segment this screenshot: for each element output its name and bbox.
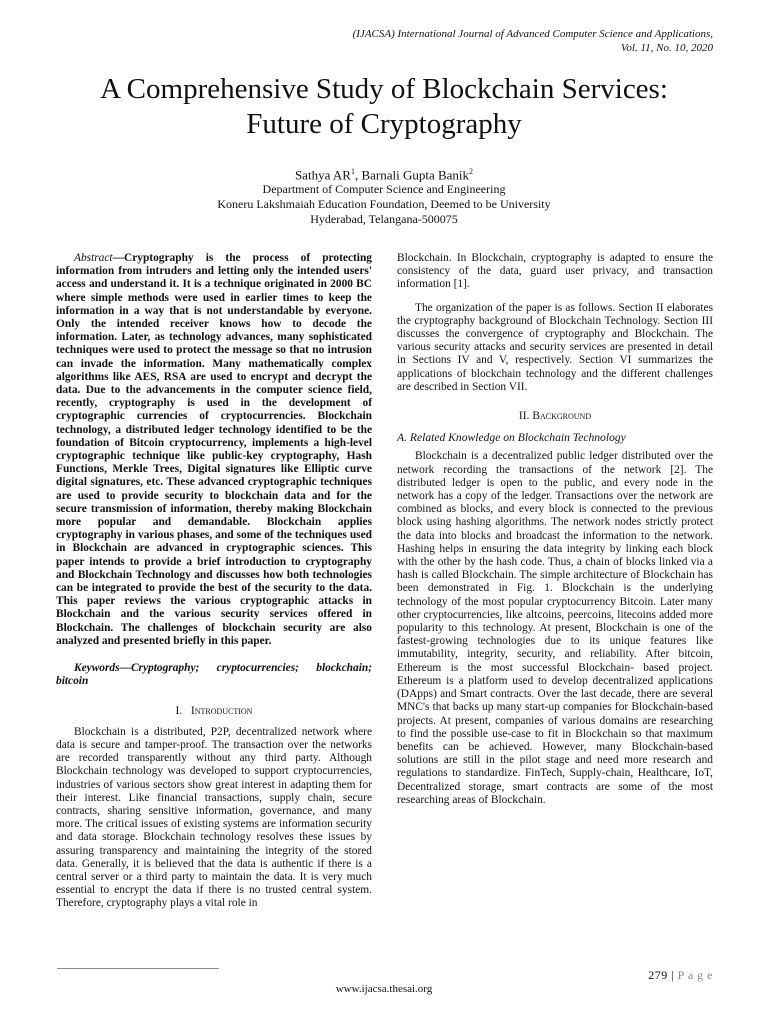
abstract-text: —Cryptography is the process of protecting information from intruders and letting only the intended users' access and understand it. It is a technique originated in 2000 BC where simple methods were used in earlier times to keep the information in a way that is not understandable by everyone. Only the intended receiver knows how to decode the information. Later, as technology advances, many sophisticated techniques were used to protect the message so that no intrusion can invade the information. Many mathematically complex algorithms like AES, RSA are used to encrypt and decrypt the data. Due to the advancements in the computer science field, recently, cryptography is used in the development of cryptographic currencies of cryptocurrencies. Blockchain technology, a distributed ledger technology identified to be the foundation of Bitcoin cryptocurrency, implements a high-level cryptographic technique like public-key cryptography, Hash Functions, Merkle Trees, Digital signatures like Elliptic curve digital signatures, etc. These advanced cryptographic techniques are used to provide security to blockchain data and for the secure transmission of information, thereby making Blockchain more popular and demandable. Blockchain applies cryptography in various phases, and some of the techniques used in Blockchain are advanced in cryptographic sciences. This paper intends to provide a brief introduction to cryptography and Blockchain Technology and discusses how both technologies can be integrated to provide the best of the security to the data. This paper reviews the various cryptographic attacks in Blockchain and the various security services offered in Blockchain. The challenges of blockchain security are also analyzed and presented briefly in this paper. — [56, 252, 372, 647]
journal-url[interactable]: www.ijacsa.thesai.org — [335, 983, 433, 995]
journal-header — [353, 27, 713, 55]
page-word: P a g e — [677, 968, 713, 982]
section-title: Background — [532, 410, 592, 423]
author-2: Barnali Gupta Banik — [361, 167, 470, 183]
paper-title-line1: A Comprehensive Study of Blockchain Services: — [100, 73, 668, 105]
intro-paragraph-1-continued: Blockchain. In Blockchain, cryptography is adapted to ensure the consistency of the data, guard user privacy, and transaction information [1]. — [397, 252, 713, 291]
affiliation-line2: Koneru Lakshmaiah Education Foundation, Deemed to be University — [217, 197, 551, 211]
section-heading-background — [397, 410, 713, 423]
section-number: II. — [518, 410, 530, 423]
intro-paragraph-2: The organization of the paper is as follows. Section II elaborates the cryptography background of Blockchain Technology. Section III discusses the convergence of cryptography and Blockchain. The various security attacks and security services are presented in detail in Sections IV and V, respectively. Section VI summarizes the applications of blockchain technology and the different challenges are described in Section VII. — [397, 301, 713, 393]
journal-header-line1: (IJACSA) International Journal of Advanced Computer Science and Applications, — [352, 28, 713, 40]
paper-title — [0, 72, 768, 142]
subsection-heading: A. Related Knowledge on Blockchain Technology — [397, 431, 626, 445]
intro-paragraph-1: Blockchain is a distributed, P2P, decentralized network where data is secure and tamper-proof. The transaction over the networks are recorded transparently without any third party. Although Blockchain technology was developed to support cryptocurrencies, industries of various sectors show great interest in adapting them for their interest. Like financial transactions, supply chain, secure contracts, sharing sensitive information, governance, and many more. The critical issues of existing systems are information security and data storage. Blockchain technology resolves these issues by assuring transparency and maintaining the integrity of the stored data. Generally, it is believed that the data is authentic if there is a central server or a third party to maintain the data. It is very much essential to encrypt the data if there is no trusted central system. Therefore, cryptography plays a vital role in — [56, 725, 372, 910]
page-number-value: 279 — [648, 968, 668, 982]
page-number-separator: | — [667, 968, 678, 982]
journal-header-line2: Vol. 11, No. 10, 2020 — [620, 42, 713, 54]
footer-divider — [57, 968, 219, 969]
abstract-label: Abstract — [74, 252, 113, 264]
affiliation-line3: Hyderabad, Telangana-500075 — [310, 212, 458, 226]
right-column — [397, 252, 713, 807]
abstract — [56, 252, 372, 648]
affiliation-line1: Department of Computer Science and Engineering — [262, 182, 506, 196]
author-1-affil-mark: 1 — [350, 167, 355, 176]
author-2-affil-mark: 2 — [469, 167, 474, 176]
section-heading-introduction — [56, 705, 372, 718]
author-separator: , — [354, 167, 362, 183]
affiliation — [0, 182, 768, 227]
keywords: Keywords—Cryptography; cryptocurrencies; blockchain; bitcoin — [56, 662, 372, 688]
author-list — [0, 164, 768, 183]
author-1: Sathya AR — [294, 167, 351, 183]
paper-title-line2: Future of Cryptography — [246, 108, 522, 140]
section-title: Introduction — [190, 704, 253, 717]
left-column — [56, 252, 372, 911]
background-paragraph-1: Blockchain is a decentralized public ledger distributed over the network recording the transactions of the network [2]. The distributed ledger is open to the public, and every node in the network has a copy of the ledger. Transactions over the network are combined as blocks, and every block is connected to the previous block using hashing algorithms. The network nodes strictly protect the data into blocks and broadcast the information to the network. Hashing helps in ensuring the data integrity by linking each block with the other by the hash code. Thus, a chain of blocks linked via a hash is called Blockchain. The simple architecture of Blockchain has been demonstrated in Fig. 1. Blockchain is the underlying technology of the most popular cryptocurrency Bitcoin. Later many other cryptocurrencies, like altcoins, peercoins, litecoins added more popularity to this technology. At present, Blockchain is one of the fastest-growing technologies due to its unique features like immutability, integrity, security, and reliability. After bitcoin, Ethereum is the most successful Blockchain- based project. Ethereum is a platform used to develop decentralized applications (DApps) and Smart contracts. Over the last decade, there are several MNC's that backs up many start-up companies for Blockchain-based projects. At present, companies of various domains are researching to find the possible use-case to fit in Blockchain so that maximum benefits can be achieved. However, many Blockchain-based solutions are still in the pilot stage and need more research and regulations to standardize. FinTech, Supply-chain, Healthcare, IoT, Decentralized storage, smart contracts are some of the most researching areas of Blockchain. — [397, 450, 713, 806]
section-number: I. — [175, 704, 183, 717]
page-number — [648, 968, 713, 983]
